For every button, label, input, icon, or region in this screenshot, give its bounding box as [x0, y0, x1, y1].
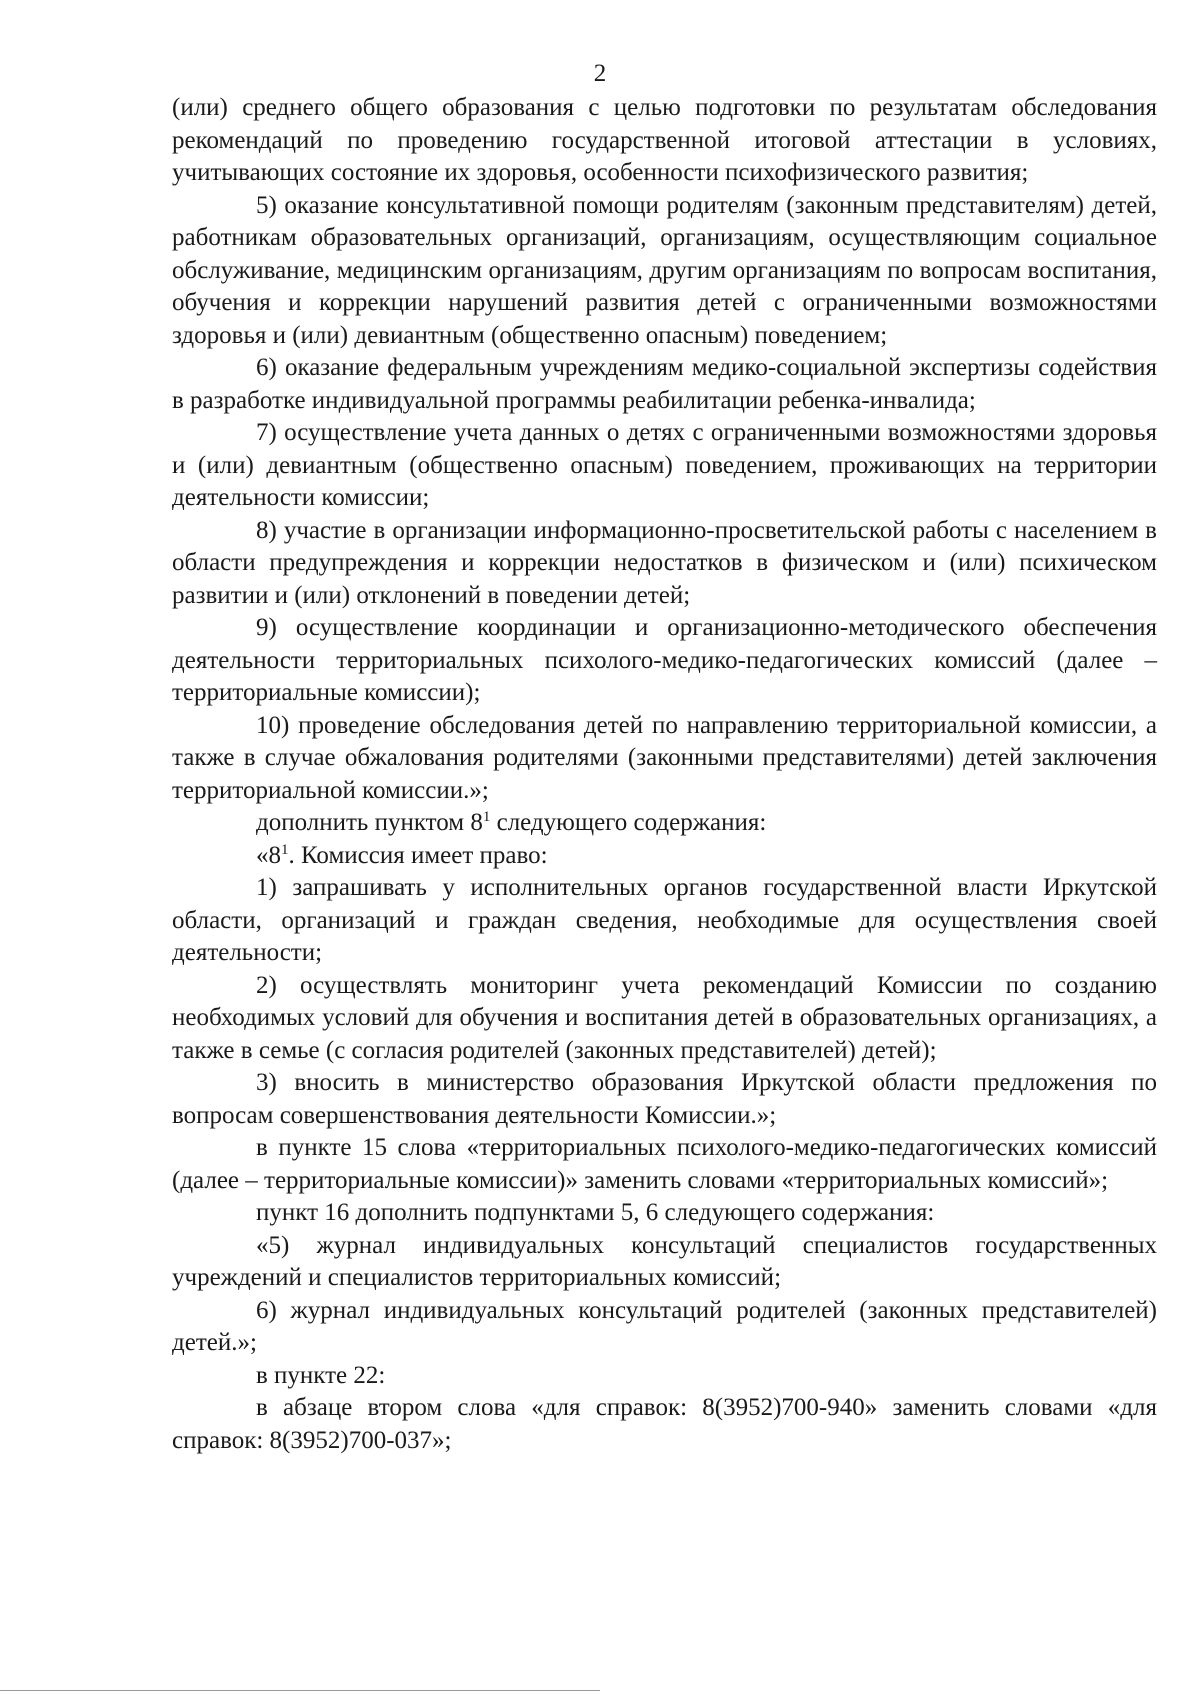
paragraph-right-2: 2) осуществлять мониторинг учета рекомендаций Комиссии по созданию необходимых условий для обучения и воспитания детей в образовательных организациях, а также в семье (с согласия родителей (законных представителей) детей);	[172, 971, 1157, 1064]
document-body	[172, 92, 1157, 1457]
paragraph-item-6: 6) оказание федеральным учреждениям медико-социальной экспертизы содействия в разработке индивидуальной программы реабилитации ребенка-инвалида;	[172, 354, 1157, 414]
paragraph-point-22: в пункте 22:	[256, 1361, 386, 1389]
paragraph-add-point-8-1: дополнить пунктом $8^1$ следующего содержания:	[256, 809, 767, 836]
paragraph-item-7: 7) осуществление учета данных о детях с ограниченными возможностями здоровья и (или) девиантным (общественно опасным) поведением, проживающих на территории деятельности комиссии;	[172, 419, 1157, 511]
paragraph-subitem-5: «5) журнал индивидуальных консультаций специалистов государственных учреждений и специалистов территориальных комиссий;	[172, 1231, 1157, 1291]
paragraph-point-16: пункт 16 дополнить подпунктами 5, 6 следующего содержания:	[256, 1199, 935, 1226]
paragraph-phone-change: в абзаце втором слова «для справок: 8(3952)700-940» заменить словами «для справок: 8(3952)700-037»;	[172, 1394, 1157, 1454]
paragraph-item-8: 8) участие в организации информационно-просветительской работы с населением в области предупреждения и коррекции недостатков в физическом и (или) психическом развитии и (или) отклонений в поведении детей;	[172, 516, 1157, 609]
paragraph-right-3: 3) вносить в министерство образования Иркутской области предложения по вопросам совершенствования деятельности Комиссии.»;	[172, 1069, 1157, 1129]
paragraph-right-1: 1) запрашивать у исполнительных органов государственной власти Иркутской области, организаций и граждан сведения, необходимые для осуществления своей деятельности;	[172, 874, 1157, 966]
paragraph-subitem-6: 6) журнал индивидуальных консультаций родителей (законных представителей) детей.»;	[172, 1296, 1157, 1356]
bottom-rule	[0, 1690, 600, 1691]
paragraph-point-15: в пункте 15 слова «территориальных психолого-медико-педагогических комиссий (далее – территориальные комиссии)» заменить словами «территориальных комиссий»;	[172, 1134, 1157, 1194]
paragraph-item-5: 5) оказание консультативной помощи родителям (законным представителям) детей, работникам образовательных организаций, организациям, осуществляющим социальное обслуживание, медицинским организациям, другим организациям по вопросам воспитания, обучения и коррекции нарушений развития детей с ограниченными возможностями здоровья и (или) девиантным (общественно опасным) поведением;	[172, 191, 1157, 349]
paragraph-item-10: 10) проведение обследования детей по направлению территориальной комиссии, а также в случае обжалования родителями (законными представителями) детей заключения территориальной комиссии.»;	[172, 711, 1157, 804]
paragraph-point-8-1-heading: «$8^1$. Комиссия имеет право:	[256, 841, 548, 869]
page-number: 2	[593, 60, 607, 87]
paragraph-item-9: 9) осуществление координации и организационно-методического обеспечения деятельности территориальных психолого-медико-педагогических комиссий (далее – территориальные комиссии);	[172, 614, 1157, 706]
paragraph-continuation: (или) среднего общего образования с целью подготовки по результатам обследования рекомендаций по проведению государственной итоговой аттестации в условиях, учитывающих состояние их здоровья, особенности психофизического развития;	[172, 94, 1157, 186]
